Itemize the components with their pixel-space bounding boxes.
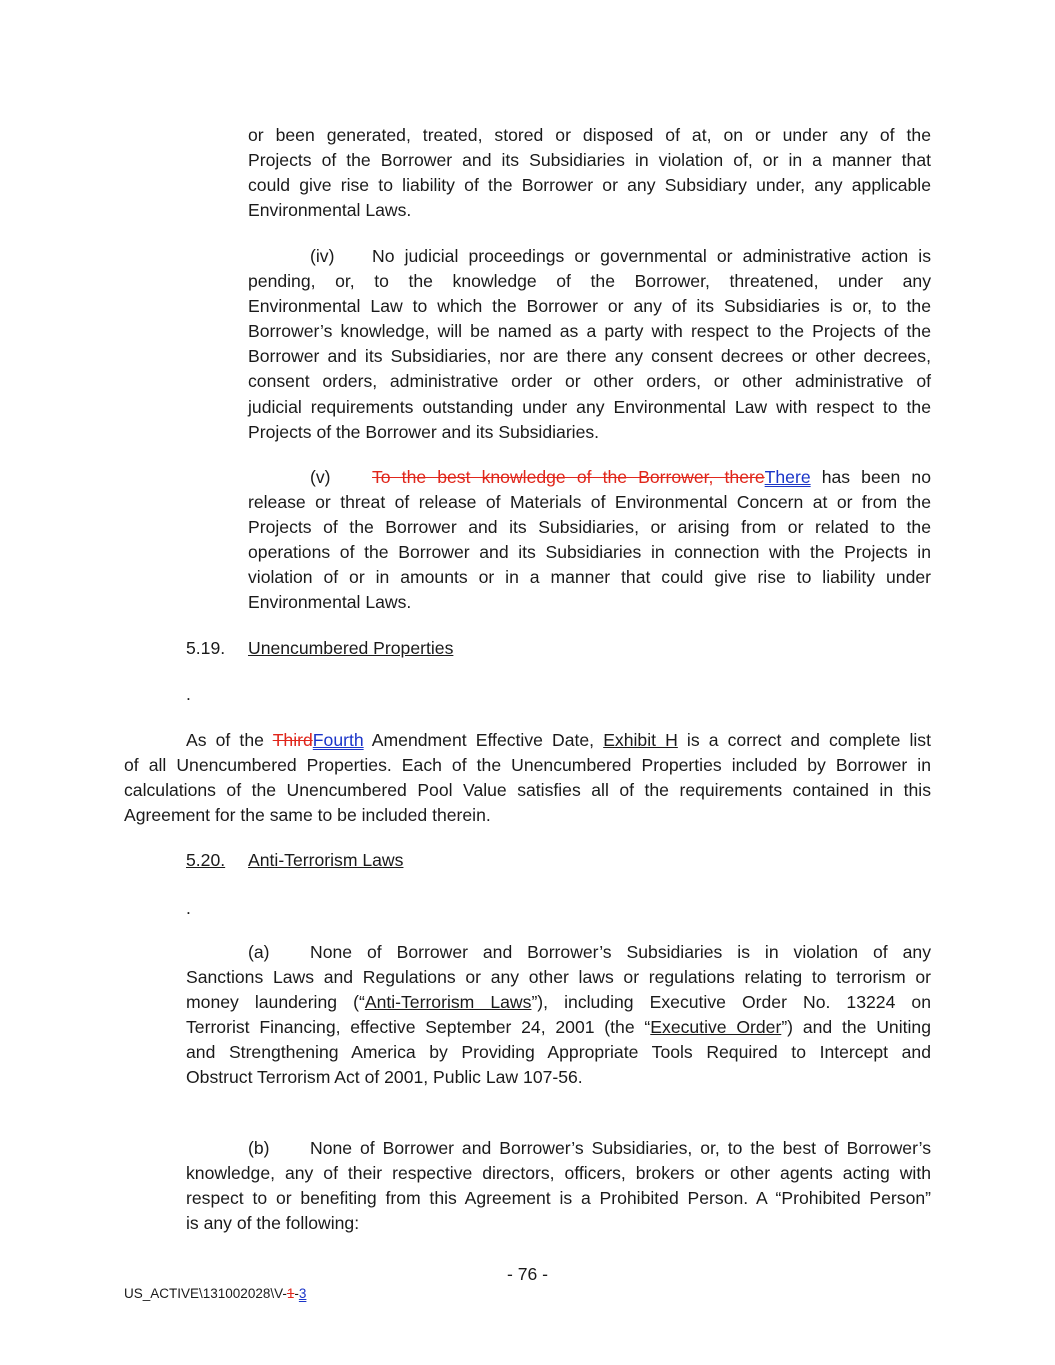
section-dot: . (186, 684, 191, 704)
text-line: Projects of the Borrower and its Subsidiaries, or arising from or related to the (248, 517, 931, 538)
paragraph-iv-first-line (248, 244, 931, 269)
text-line: violation of or in amounts or in a manner that could give rise to liability under (248, 567, 931, 588)
text-line: Agreement for the same to be included therein. (124, 805, 491, 826)
paragraph-a (186, 940, 931, 1091)
paragraph-number: (b) (248, 1138, 270, 1158)
text-segment: ”) and the Uniting (781, 1017, 931, 1038)
section-title: Unencumbered Properties (248, 638, 454, 658)
paragraph-v-first-line (248, 465, 931, 490)
footer-id-text: US_ACTIVE\131002028\V- (124, 1286, 287, 1301)
text-line: Projects of the Borrower and its Subsidiaries in violation of, or in a manner that (248, 150, 931, 171)
text-segment: None of Borrower and Borrower’s Subsidiaries is in violation of any (310, 942, 931, 962)
inserted-text: There (764, 467, 811, 487)
text-segment: Terrorist Financing, effective September 24, 2001 (the “ (186, 1017, 651, 1038)
text-line: consent orders, administrative order or other orders, or other administrative of (248, 371, 931, 392)
section-heading-5-19 (186, 636, 453, 661)
section-5-19-first-line (124, 728, 931, 753)
text-segment: No judicial proceedings or governmental or administrative action is (372, 246, 931, 266)
paragraph-b (186, 1136, 931, 1236)
defined-term: Anti-Terrorism Laws (364, 992, 532, 1013)
text-line: is any of the following: (186, 1213, 360, 1234)
paragraph-v (248, 465, 931, 616)
text-segment: None of Borrower and Borrower’s Subsidiaries, or, to the best of Borrower’s (310, 1138, 931, 1158)
text-line: Sanctions Laws and Regulations or any other laws or regulations relating to terrorism or (186, 967, 931, 988)
text-line: calculations of the Unencumbered Pool Value satisfies all of the requirements contained in this (124, 780, 931, 801)
section-number: 5.19. (186, 638, 226, 658)
paragraph-number: (v) (310, 467, 331, 487)
paragraph-a-first-line (186, 940, 931, 965)
deleted-text: Third (272, 730, 313, 750)
text-line: of all Unencumbered Properties. Each of the Unencumbered Properties included by Borrower in (124, 755, 931, 776)
deleted-text: To the best knowledge of the Borrower, there (372, 467, 765, 487)
footer-document-id (124, 1285, 306, 1303)
inserted-version: 3 (298, 1286, 307, 1301)
paragraph-number: (iv) (310, 246, 335, 266)
text-segment: is a correct and complete list (677, 730, 931, 750)
text-line: Obstruct Terrorism Act of 2001, Public Law 107-56. (186, 1067, 583, 1088)
text-line: Projects of the Borrower and its Subsidiaries. (248, 421, 600, 442)
text-line: operations of the Borrower and its Subsidiaries in connection with the Projects in (248, 542, 931, 563)
text-line: or been generated, treated, stored or disposed of at, on or under any of the (248, 125, 931, 145)
text-line: Environmental Laws. (248, 200, 412, 221)
paragraph-number: (a) (248, 942, 270, 962)
section-5-19-paragraph (124, 728, 931, 828)
text-line: pending, or, to the knowledge of the Borrower, threatened, under any (248, 271, 931, 292)
text-segment: Amendment Effective Date, (363, 730, 604, 750)
section-title: Anti-Terrorism Laws (248, 850, 404, 870)
text-segment: ”), including Executive Order No. 13224 on (531, 992, 931, 1013)
text-line: and Strengthening America by Providing Appropriate Tools Required to Intercept and (186, 1042, 931, 1063)
version-separator: - (294, 1286, 299, 1301)
page-number: - 76 - (506, 1264, 549, 1284)
text-line: Borrower and its Subsidiaries, nor are there any consent decrees or other decrees, (248, 346, 931, 367)
text-line: Environmental Laws. (248, 592, 412, 613)
section-heading-5-20 (186, 848, 403, 873)
text-line: respect to or benefiting from this Agreement is a Prohibited Person. A “Prohibited Person” (186, 1188, 931, 1209)
text-segment: As of the (186, 730, 273, 750)
inserted-text: Fourth (312, 730, 364, 750)
continuation-paragraph (248, 123, 931, 223)
text-segment: has been no (810, 467, 931, 487)
section-number: 5.20. (186, 850, 226, 870)
text-line: knowledge, any of their respective directors, officers, brokers or other agents acting with (186, 1163, 931, 1184)
text-line: Environmental Law to which the Borrower or any of its Subsidiaries is or, to the (248, 296, 931, 317)
paragraph-iv (248, 244, 931, 445)
section-dot: . (186, 898, 191, 918)
text-line (186, 1015, 931, 1040)
paragraph-b-first-line (186, 1136, 931, 1161)
text-line: judicial requirements outstanding under any Environmental Law with respect to the (248, 396, 931, 417)
defined-term: Executive Order (650, 1017, 782, 1038)
text-line: could give rise to liability of the Borrower or any Subsidiary under, any applicable (248, 175, 931, 196)
text-segment: money laundering (“ (186, 992, 365, 1013)
exhibit-reference: Exhibit H (603, 730, 678, 750)
deleted-version: 1 (286, 1286, 295, 1301)
text-line: release or threat of release of Materials of Environmental Concern at or from the (248, 492, 931, 513)
text-line: Borrower’s knowledge, will be named as a party with respect to the Projects of the (248, 321, 931, 342)
text-line (186, 990, 931, 1015)
